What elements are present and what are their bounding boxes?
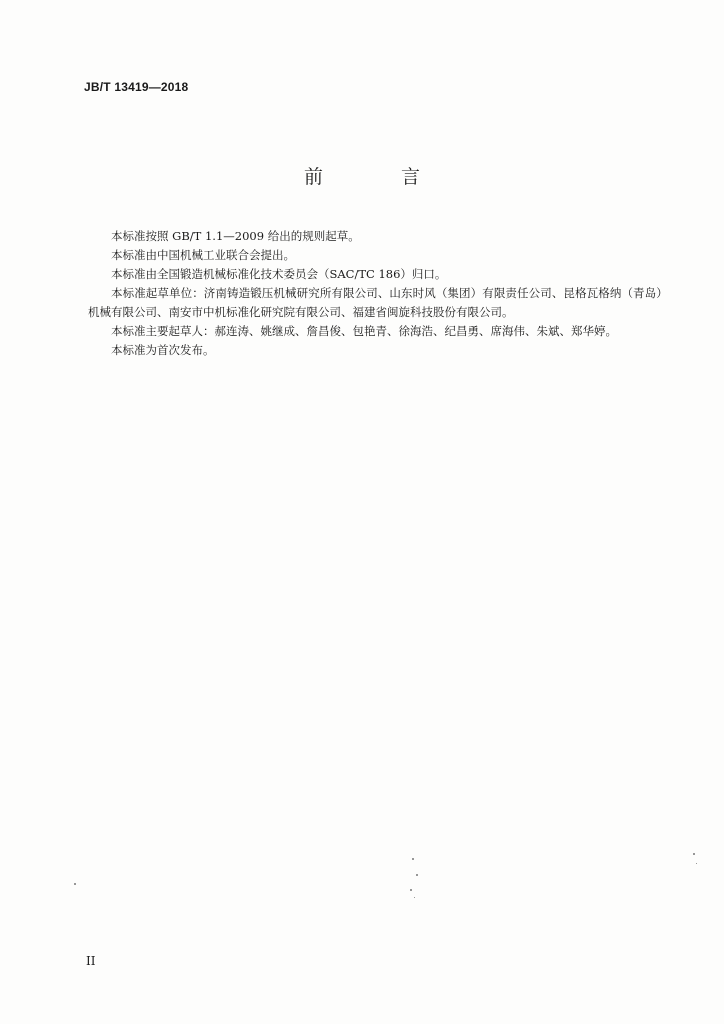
page-number: II (86, 954, 96, 968)
scan-speck (74, 883, 76, 885)
foreword-body (88, 227, 662, 360)
paragraph-under-jurisdiction: 本标准由全国锻造机械标准化技术委员会（SAC/TC 186）归口。 (111, 267, 447, 281)
scan-speck (414, 897, 415, 898)
scan-speck (412, 858, 414, 860)
paragraph-drafting-rules: 本标准按照 GB/T 1.1—2009 给出的规则起草。 (111, 229, 360, 243)
paragraph-main-drafters: 本标准主要起草人：郝连涛、姚继成、詹昌俊、包艳青、徐海浩、纪昌勇、席海伟、朱斌、郑华婷。 (111, 324, 617, 338)
paragraph-proposed-by: 本标准由中国机械工业联合会提出。 (111, 248, 295, 262)
standard-code: JB/T 13419—2018 (84, 80, 189, 94)
scan-speck (696, 863, 697, 864)
paragraph-drafting-units: 本标准起草单位：济南铸造锻压机械研究所有限公司、山东时风（集团）有限责任公司、昆格瓦格纳（青岛）机械有限公司、南安市中机标准化研究院有限公司、福建省闽旋科技股份有限公司。 (88, 286, 662, 319)
scan-speck (416, 874, 418, 876)
scan-speck (693, 853, 695, 855)
page-title: 前 言 (303, 166, 457, 188)
scan-speck (410, 889, 412, 891)
paragraph-first-release: 本标准为首次发布。 (111, 343, 215, 357)
